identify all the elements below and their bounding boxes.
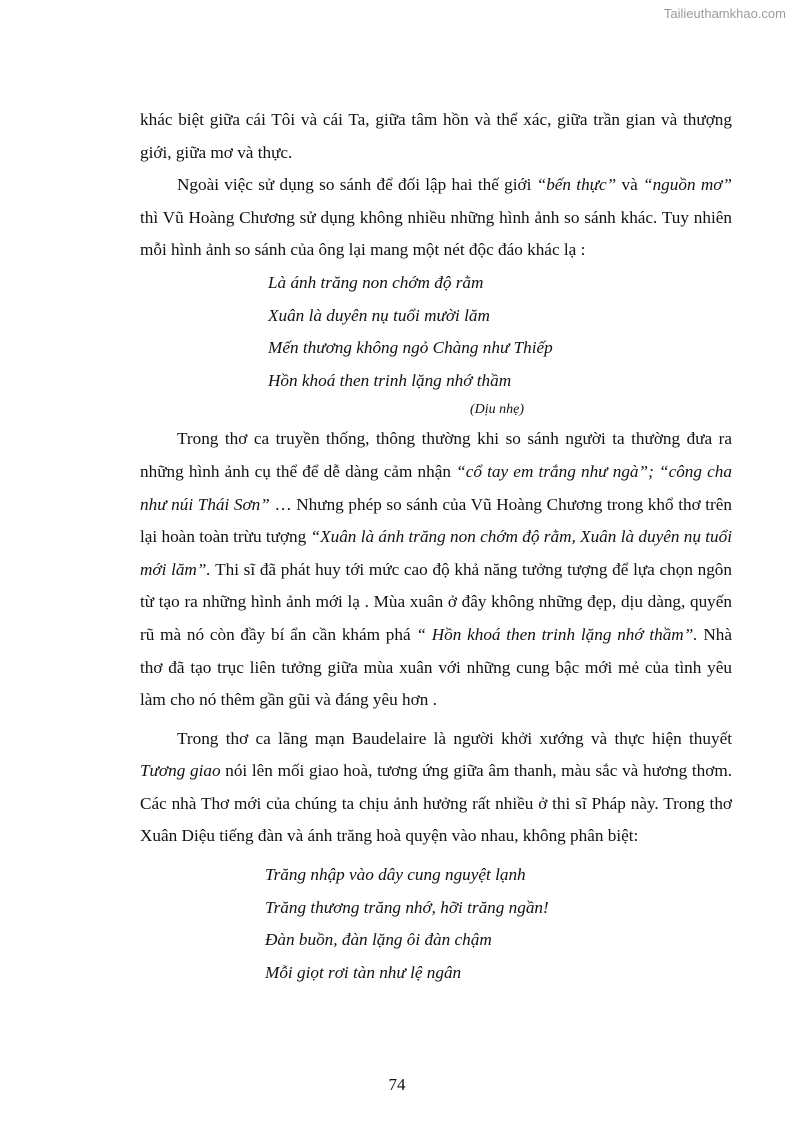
page-body [140,104,732,989]
quote: “cổ tay em trắng như ngà”; “công cha như núi Thái Sơn” [140,461,732,514]
paragraph-2-text: Ngoài việc sử dụng so sánh để đối lập hai thế giới [177,175,537,195]
paragraph-3-text: Thi sĩ đã phát huy tới mức cao độ khả năng tưởng tượng để lựa chọn ngôn từ tạo ra những hình ảnh mới lạ . Mùa xuân ở đây không những đẹp, dịu dàng, quyến rũ mà nó còn đầy bí ẩn cần khám phá [140,559,732,644]
paragraph-2-text: và [616,175,644,195]
paragraph-4 [140,723,732,853]
poem-line: Là ánh trăng non chớm độ rằm [268,272,484,292]
quote-ben-thuc: “bến thực” [536,175,617,195]
watermark: Tailieuthamkhao.com [663,6,786,21]
paragraph-3-text: Trong thơ ca truyền thống, thông thường khi so sánh người ta thường đưa ra những hình ảnh cụ thể để dễ dàng cảm nhận [140,429,732,481]
quote: “ Hồn khoá then trinh lặng nhớ thầm”. [416,624,698,644]
poem-2 [140,859,732,989]
poem-line: Trăng nhập vào dây cung nguyệt lạnh [265,865,526,885]
poem-source: (Dịu nhẹ) [470,402,525,418]
paragraph-4-text: nói lên mối giao hoà, tương ứng giữa âm thanh, màu sắc và hương thơm. Các nhà Thơ mới của chúng ta chịu ảnh hưởng rất nhiều ở thi sĩ Pháp này. Trong thơ Xuân Diệu tiếng đàn và ánh trăng hoà quyện vào nhau, không phân biệt: [140,761,732,846]
paragraph-1: khác biệt giữa cái Tôi và cái Ta, giữa tâm hồn và thể xác, giữa trần gian và thượng giới, giữa mơ và thực. [140,110,732,162]
poem-line: Xuân là duyên nụ tuổi mười lăm [268,305,490,325]
poem-line: Trăng thương trăng nhớ, hỡi trăng ngần! [265,897,549,917]
quote-nguon-mo: “nguồn mơ” [643,175,732,195]
poem-line: Hồn khoá then trinh lặng nhớ thầm [268,370,512,390]
paragraph-3-text: … Nhưng phép so sánh của Vũ Hoàng Chương trong khổ thơ trên lại hoàn toàn trừu tượng [140,494,733,547]
term-tuong-giao: Tương giao [140,761,221,781]
paragraph-3-text: Nhà thơ đã tạo trục liên tưởng giữa mùa xuân với những cung bậc mới mẻ của tình yêu làm cho nó thêm gần gũi và đáng yêu hơn . [140,624,732,710]
poem-1 [140,267,732,397]
paragraph-4-text: Trong thơ ca lãng mạn Baudelaire là người khởi xướng và thực hiện thuyết [177,728,732,748]
paragraph-2 [140,169,732,267]
poem-line: Mỗi giọt rơi tàn như lệ ngân [265,962,462,982]
quote: “Xuân là ánh trăng non chớm độ rằm, Xuân là duyên nụ tuổi mới lăm”. [140,527,732,579]
poem-line: Mến thương không ngỏ Chàng như Thiếp [268,338,553,358]
page-number: 74 [388,1075,406,1094]
poem-line: Đàn buồn, đàn lặng ôi đàn chậm [265,930,492,950]
paragraph-3 [140,423,732,716]
paragraph-2-text: thì Vũ Hoàng Chương sử dụng không nhiều những hình ảnh so sánh khác. Tuy nhiên mỗi hình ảnh so sánh của ông lại mang một nét độc đáo khác lạ : [140,207,732,260]
